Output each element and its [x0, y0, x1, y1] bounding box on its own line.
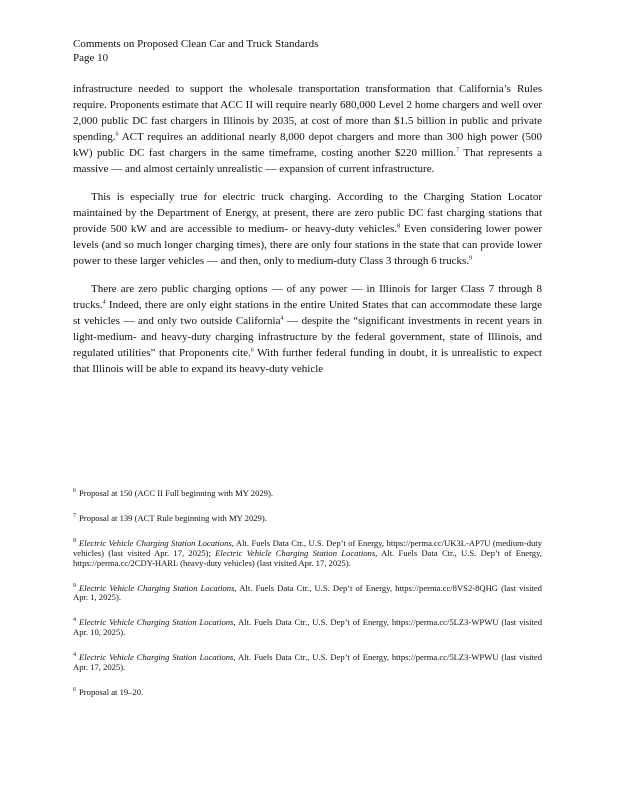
- footnote-text: , Alt. Fuels Data Ctr., U.S. Dep’t of Energy, https://perma.cc/5LZ3-WPWU (last visited Apr. 17, 2025).: [73, 652, 542, 673]
- paragraph-1-text-c: That represents a massive — and almost certainly unrealistic — expansion of current infrastructure.: [73, 147, 543, 175]
- footnote-mark: 7: [73, 512, 76, 519]
- paragraph-1: [73, 81, 542, 177]
- footnote-source-title: Electric Vehicle Charging Station Locations: [215, 547, 376, 558]
- body-text: [73, 81, 542, 389]
- paragraph-1-text: infrastructure needed to support the wholesale transportation transformation that California’s Rules require. Proponents estimate that ACC II will require nearly 680,000 Level 2 home chargers and well over 2,000 public DC fast chargers in Illinois by 2035, at cost of more than $1.5 billion in public and private spending.: [73, 83, 542, 143]
- footnotes: [73, 486, 542, 710]
- footnote: [73, 685, 542, 697]
- paragraph-3-text: There are zero public charging options — of any power — in Illinois for larger Class 7 through 8 trucks.: [73, 283, 542, 311]
- footnote-text: , Alt. Fuels Data Ctr., U.S. Dep’t of Energy, https://perma.cc/UK3L-AP7U (medium-duty vehicles) (last visited Apr. 17, 2025);: [73, 537, 542, 558]
- footnote-mark: 8: [73, 537, 76, 544]
- footnote-text: Proposal at 19–20.: [79, 687, 144, 698]
- header-title: Comments on Proposed Clean Car and Truck Standards: [73, 38, 319, 50]
- footnote-mark: 9: [73, 582, 76, 589]
- paragraph-2-text: This is especially true for electric truck charging. According to the Charging Station Locator maintained by the Department of Energy, at present, there are zero public DC fast charging stations that provide 500 kW and are accessible to medium- or heavy-duty vehicles.: [73, 191, 542, 235]
- footnote: [73, 615, 542, 637]
- footnote-text: , Alt. Fuels Data Ctr., U.S. Dep’t of Energy, https://perma.cc/2CDY-HARL (heavy-duty vehicles) (last visited Apr. 17, 2025).: [73, 547, 542, 568]
- paragraph-3: [73, 281, 542, 377]
- footnote-source-title: Electric Vehicle Charging Station Locations: [79, 582, 235, 593]
- footnote-source-title: Electric Vehicle Charging Station Locations: [79, 537, 232, 548]
- footnote-ref: 6: [115, 131, 119, 138]
- page-number: Page 10: [73, 52, 109, 64]
- footnote-ref: 6: [250, 347, 254, 354]
- footnote-mark: 4: [73, 617, 76, 624]
- footnote-text: Proposal at 150 (ACC II Full beginning with MY 2029).: [79, 487, 273, 498]
- footnote-mark: 6: [73, 687, 76, 694]
- footnote-ref: 8: [397, 223, 401, 230]
- paragraph-2-text-b: Even considering lower power levels (and so much longer charging times), there are only four stations in the state that can provide lower power to these larger vehicles — and then, only to medium-duty Class 3 through 6 trucks.: [73, 223, 542, 267]
- footnote: [73, 536, 542, 568]
- footnote-ref: 4: [102, 299, 106, 306]
- footnote-ref: 7: [456, 147, 460, 154]
- paragraph-3-text-c: — despite the “significant investments in recent years in light-medium- and heavy-duty charging infrastructure by the federal government, state of Illinois, and regulated utilities” that Proponents cite.: [73, 315, 543, 359]
- footnote-mark: 4: [73, 652, 76, 659]
- footnote: [73, 486, 542, 498]
- footnote-ref: 4: [280, 315, 284, 322]
- paragraph-2: [73, 189, 542, 269]
- footnote-ref: 9: [469, 255, 473, 262]
- footnote-mark: 6: [73, 488, 76, 494]
- paragraph-3-text-d: With further federal funding in doubt, it is unrealistic to expect that Illinois will be able to expand its heavy-duty vehicle: [73, 347, 542, 375]
- footnote-text: , Alt. Fuels Data Ctr., U.S. Dep’t of Energy, https://perma.cc/8VS2-8QHG (last visited Apr. 1, 2025).: [73, 582, 542, 603]
- footnote: [73, 650, 542, 672]
- footnote-text: , Alt. Fuels Data Ctr., U.S. Dep’t of Energy, https://perma.cc/5LZ3-WPWU (last visited Apr. 10, 2025).: [73, 617, 542, 638]
- paragraph-3-text-b: Indeed, there are only eight stations in the entire United States that can accommodate these large st vehicles — and only two outside California: [73, 299, 542, 327]
- footnote: [73, 511, 542, 523]
- page-header: [73, 37, 553, 65]
- footnote-source-title: Electric Vehicle Charging Station Locations: [79, 652, 234, 663]
- footnote: [73, 581, 542, 603]
- footnote-text: Proposal at 139 (ACT Rule beginning with MY 2029).: [79, 512, 267, 523]
- paragraph-1-text-b: ACT requires an additional nearly 8,000 depot chargers and more than 300 high power (500 kW) public DC fast chargers in the same timeframe, costing another $220 million.: [73, 131, 542, 159]
- footnote-source-title: Electric Vehicle Charging Station Locations: [79, 617, 234, 628]
